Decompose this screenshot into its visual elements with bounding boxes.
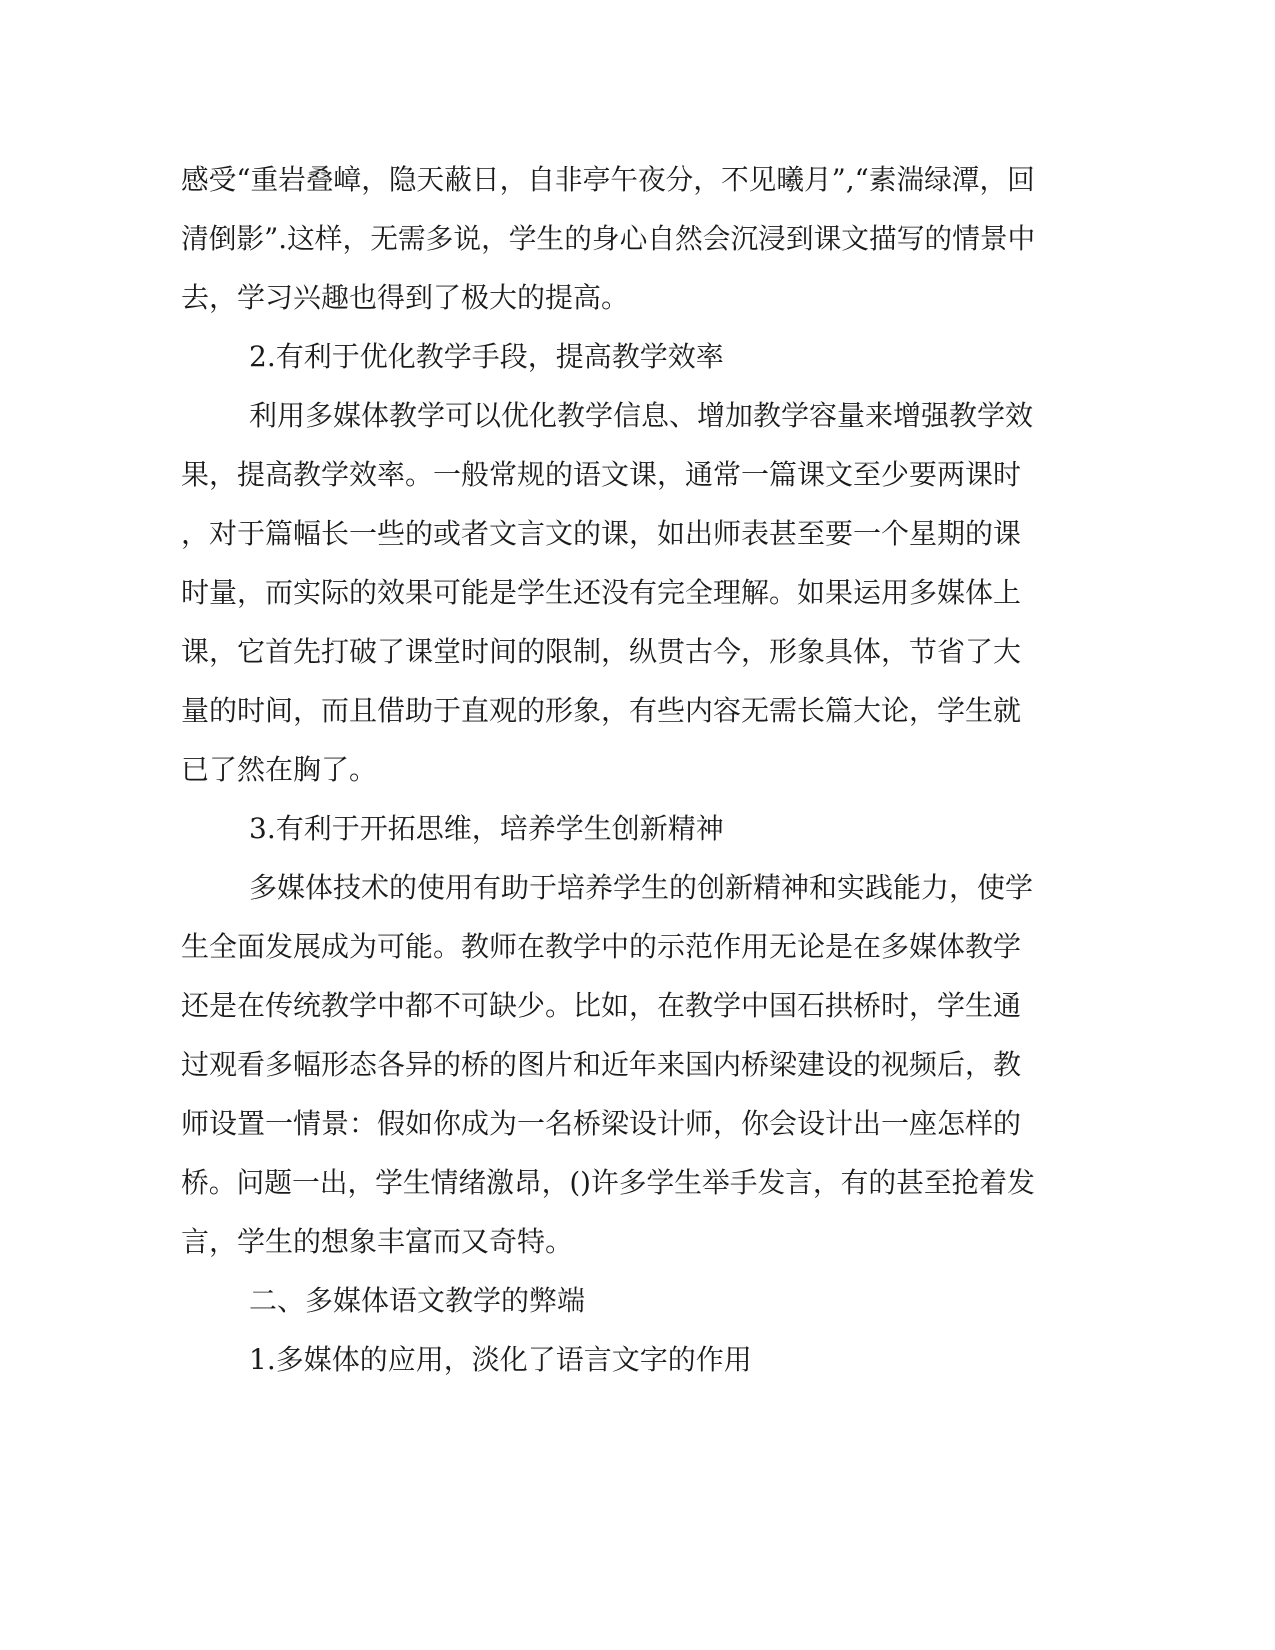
text-line-content: 言，学生的想象丰富而又奇特。: [181, 1225, 574, 1258]
section-heading: [0, 807, 1275, 851]
section-heading-text: 3.有利于开拓思维，培养学生创新精神: [249, 812, 724, 845]
text-line-content: 已了然在胸了。: [181, 753, 378, 786]
text-line-content: 时量，而实际的效果可能是学生还没有完全理解。如果运用多媒体上: [181, 576, 1022, 609]
text-line: [0, 1220, 1275, 1264]
text-line: [0, 1102, 1275, 1146]
text-line-content: 利用多媒体教学可以优化教学信息、增加教学容量来增强教学效: [249, 399, 1034, 432]
section-heading: [0, 1338, 1275, 1382]
text-line-content: 多媒体技术的使用有助于培养学生的创新精神和实践能力，使学: [249, 871, 1034, 904]
text-line-content: 师设置一情景：假如你成为一名桥梁设计师，你会设计出一座怎样的: [181, 1107, 1022, 1140]
text-line: [0, 925, 1275, 969]
text-line: [0, 748, 1275, 792]
text-line-content: 还是在传统教学中都不可缺少。比如，在教学中国石拱桥时，学生通: [181, 989, 1022, 1022]
text-line-content: ，对于篇幅长一些的或者文言文的课，如出师表甚至要一个星期的课: [181, 517, 1022, 550]
text-line: [0, 689, 1275, 733]
text-line: [0, 1161, 1275, 1205]
text-line-content: 桥。问题一出，学生情绪激昂，()许多学生举手发言，有的甚至抢着发: [181, 1166, 1035, 1199]
text-line: [0, 394, 1275, 438]
text-line: [0, 453, 1275, 497]
text-line-content: 清倒影”.这样，无需多说，学生的身心自然会沉浸到课文描写的情景中: [181, 222, 1036, 255]
section-heading-text: 1.多媒体的应用，淡化了语言文字的作用: [249, 1343, 752, 1376]
text-line-content: 去，学习兴趣也得到了极大的提高。: [181, 281, 630, 314]
text-line: [0, 571, 1275, 615]
text-line-content: 量的时间，而且借助于直观的形象，有些内容无需长篇大论，学生就: [181, 694, 1022, 727]
section-heading-text: 2.有利于优化教学手段，提高教学效率: [249, 340, 724, 373]
text-line-content: 生全面发展成为可能。教师在教学中的示范作用无论是在多媒体教学: [181, 930, 1022, 963]
text-line: [0, 984, 1275, 1028]
text-line: [0, 217, 1275, 261]
text-line-content: 过观看多幅形态各异的桥的图片和近年来国内桥梁建设的视频后，教: [181, 1048, 1022, 1081]
text-line: [0, 512, 1275, 556]
text-line-content: 感受“重岩叠嶂，隐天蔽日，自非亭午夜分，不见曦月”,“素湍绿潭，回: [181, 163, 1035, 196]
section-heading: [0, 1279, 1275, 1323]
text-line-content: 课，它首先打破了课堂时间的限制，纵贯古今，形象具体，节省了大: [181, 635, 1022, 668]
text-line: [0, 630, 1275, 674]
section-heading-text: 二、多媒体语文教学的弊端: [249, 1284, 586, 1317]
text-line: [0, 1043, 1275, 1087]
text-line-content: 果，提高教学效率。一般常规的语文课，通常一篇课文至少要两课时: [181, 458, 1022, 491]
text-line: [0, 276, 1275, 320]
text-line: [0, 158, 1275, 202]
section-heading: [0, 335, 1275, 379]
text-line: [0, 866, 1275, 910]
